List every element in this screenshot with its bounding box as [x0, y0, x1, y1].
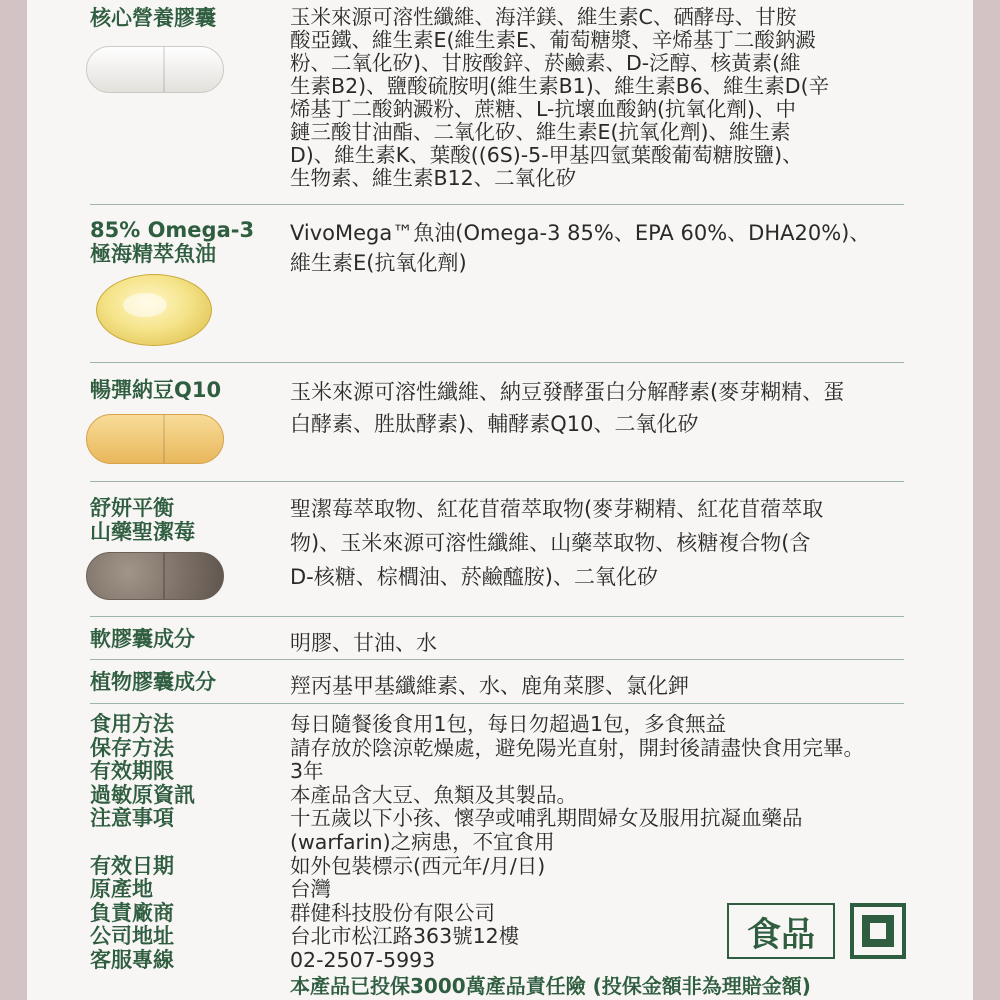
natto-q10-ingredients: 玉米來源可溶性纖維、納豆發酵蛋白分解酵素(麥芽糊精、蛋 白酵素、胜肽酵素)、輔酵素Q10、二氧化矽 — [290, 380, 845, 436]
info-label: 公司地址 — [90, 924, 174, 949]
info-value: 本產品含大豆、魚類及其製品。 — [290, 782, 577, 807]
info-label: 有效期限 — [90, 759, 174, 784]
veggie-capsule-composition-value: 羥丙基甲基纖維素、水、鹿角菜膠、氯化鉀 — [290, 674, 689, 698]
white-capsule-image — [86, 46, 224, 93]
food-category-badge: 食品 — [727, 903, 835, 959]
brown-capsule-image — [86, 552, 224, 600]
info-value: 每日隨餐後食用1包，每日勿超過1包，多食無益 — [290, 712, 727, 736]
divider — [90, 481, 904, 482]
info-label: 食用方法 — [90, 712, 174, 736]
fish-oil-softgel-image — [96, 274, 212, 346]
yam-chasteberry-ingredients: 聖潔莓萃取物、紅花苜蓿萃取物(麥芽糊精、紅花苜蓿萃取 物)、玉米來源可溶性纖維、山藥萃取物、核糖複合物(含 D-核糖、棕櫚油、菸鹼醯胺)、二氧化矽 — [290, 497, 824, 589]
divider — [90, 204, 904, 205]
section-title-core-nutrition: 核心營養膠囊 — [90, 6, 216, 30]
info-value: (warfarin)之病患，不宜食用 — [290, 829, 555, 854]
recycle-icon — [850, 903, 906, 959]
softgel-composition-label: 軟膠囊成分 — [90, 627, 195, 651]
info-value: 台北市松江路363號12樓 — [290, 924, 520, 949]
divider — [90, 703, 904, 704]
info-label: 原產地 — [90, 877, 153, 902]
info-label: 有效日期 — [90, 853, 174, 878]
softgel-composition-value: 明膠、甘油、水 — [290, 631, 437, 655]
divider — [90, 362, 904, 363]
info-value: 3年 — [290, 759, 324, 784]
info-label: 保存方法 — [90, 735, 174, 760]
info-value: 請存放於陰涼乾燥處，避免陽光直射，開封後請盡快食用完畢。 — [290, 735, 864, 760]
info-value: 02-2507-5993 — [290, 947, 436, 972]
info-value: 十五歲以下小孩、懷孕或哺乳期間婦女及服用抗凝血藥品 — [290, 806, 803, 831]
insurance-footer-note: 本產品已投保3000萬產品責任險 (投保金額非為理賠金額) — [290, 974, 811, 998]
info-label: 注意事項 — [90, 806, 174, 831]
info-label: 客服專線 — [90, 947, 174, 972]
info-value: 群健科技股份有限公司 — [290, 900, 495, 925]
info-label — [90, 831, 195, 855]
section-title-omega3: 85% Omega-3 極海精萃魚油 — [90, 218, 255, 266]
yellow-capsule-image — [86, 414, 224, 464]
info-label: 負責廠商 — [90, 900, 174, 925]
divider — [90, 616, 904, 617]
info-labels — [90, 713, 195, 973]
divider — [90, 659, 904, 660]
info-label: 過敏原資訊 — [90, 782, 195, 807]
veggie-capsule-composition-label: 植物膠囊成分 — [90, 670, 216, 694]
section-title-natto-q10: 暢彈納豆Q10 — [90, 378, 222, 402]
info-value: 台灣 — [290, 877, 331, 902]
core-nutrition-ingredients: 玉米來源可溶性纖維、海洋鎂、維生素C、硒酵母、甘胺 酸亞鐵、維生素E(維生素E、葡萄糖漿、辛烯基丁二酸鈉澱 粉、二氧化矽)、甘胺酸鋅、菸鹼素、D-泛醇、核黃素(維 生素B2)、鹽酸硫胺明(維生素B1)、維生素B6、維生素D(辛 烯基丁二酸鈉澱粉、蔗糖、L-抗壞血酸鈉(抗氧化劑)、中 鏈三酸甘油酯、二氧化矽、維生素E(抗氧化劑)、維生素 D)、維生素K、葉酸((6S)-5-甲基四氫葉酸葡萄糖胺鹽)、 生物素、維生素B12、二氧化矽 — [290, 5, 830, 190]
section-title-yam-chasteberry: 舒妍平衡 山藥聖潔莓 — [90, 496, 195, 544]
omega3-ingredients: VivoMega™魚油(Omega-3 85%、EPA 60%、DHA20%)、 維生素E(抗氧化劑) — [290, 221, 871, 275]
info-value: 如外包裝標示(西元年/月/日) — [290, 853, 546, 878]
